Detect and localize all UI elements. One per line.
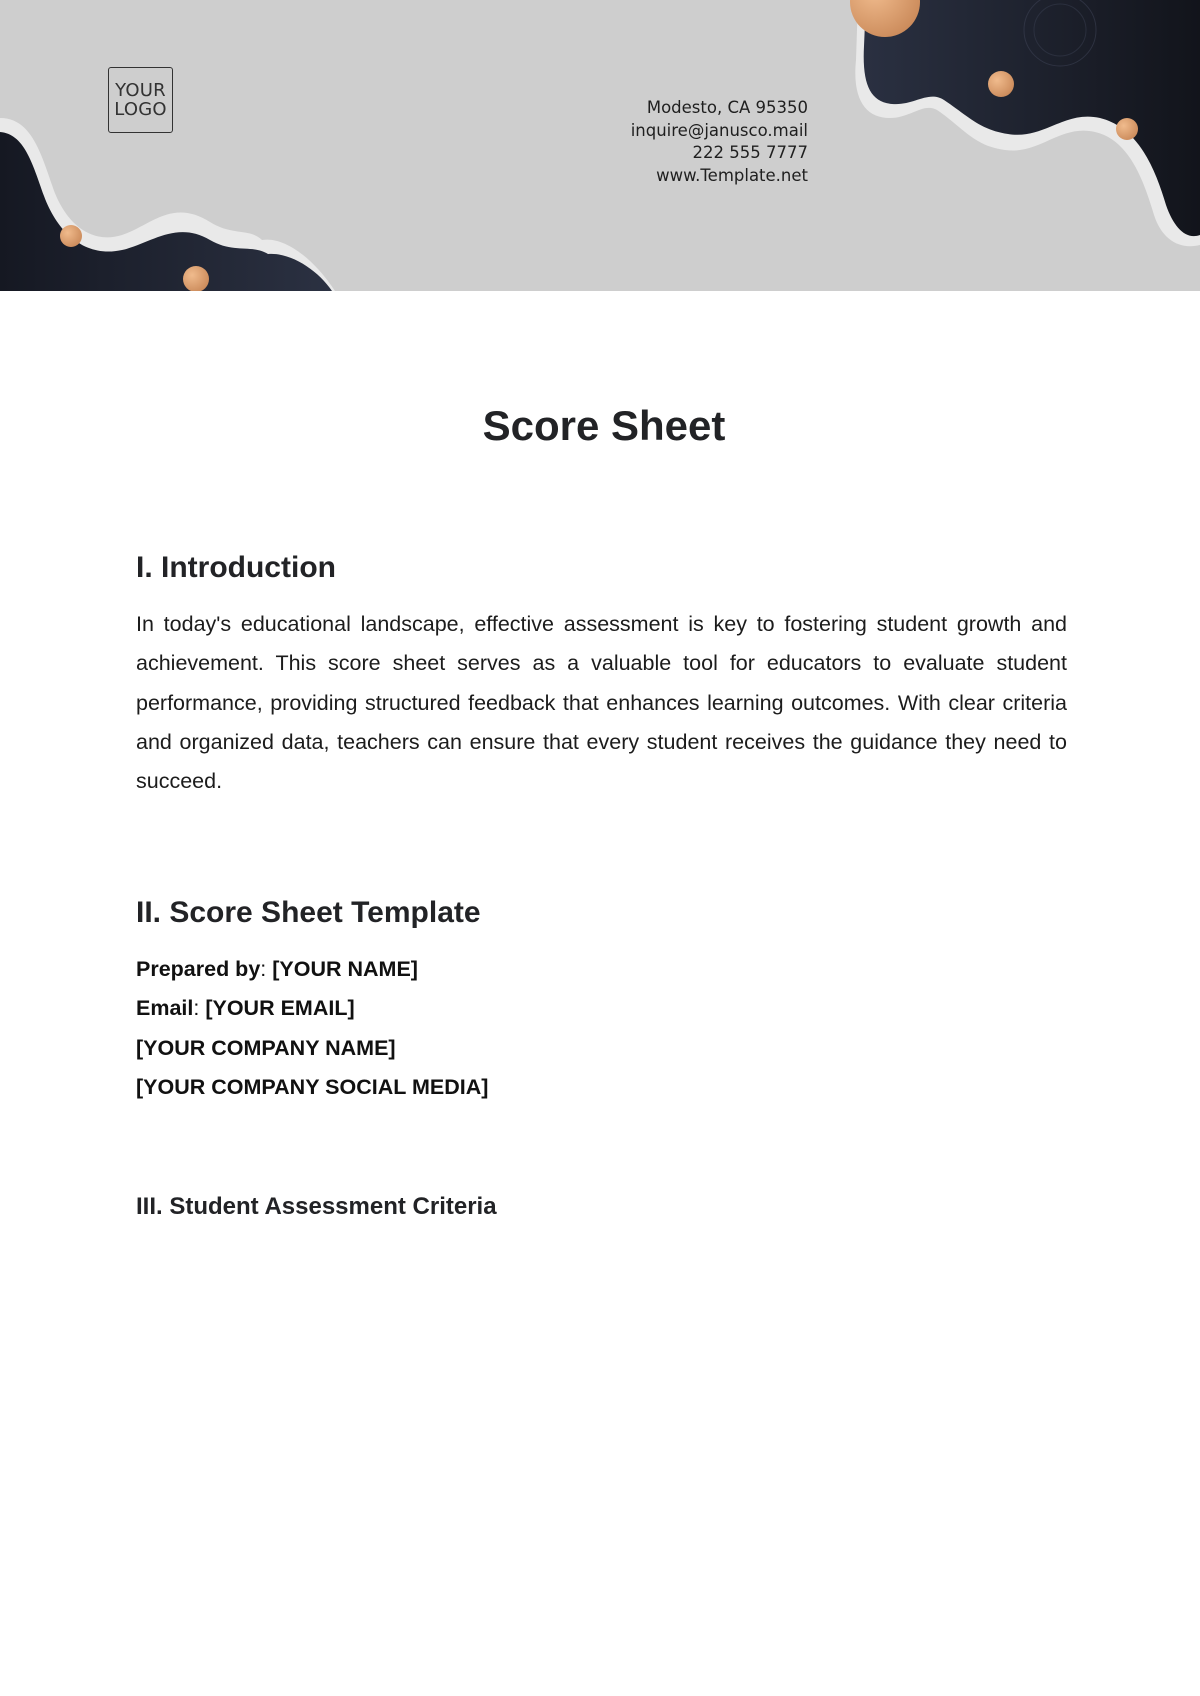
contact-email[interactable]: inquire@janusco.mail [630,120,808,140]
email-line: Email: [YOUR EMAIL] [136,996,355,1021]
template-heading: II. Score Sheet Template [136,896,481,929]
contact-block [631,97,808,188]
template-section [136,893,1067,1107]
logo-line-2: LOGO [114,99,167,120]
prepared-by-value: [YOUR NAME] [272,957,418,981]
contact-website[interactable]: www.Template.net [656,166,808,186]
logo-line-1: YOUR [115,80,166,101]
email-value: [YOUR EMAIL] [205,996,355,1021]
orb-decoration [988,71,1014,97]
criteria-heading: III. Student Assessment Criteria [136,1193,497,1220]
introduction-paragraph: In today's educational landscape, effective assessment is key to fostering student growth and achievement. This score sheet serves as a valuable tool for educators to evaluate student performance, providing structured feedback that enhances learning outcomes. With clear criteria and organized data, teachers can ensure that every student receives the guidance they need to succeed. [136,612,1067,794]
contact-phone: 222 555 7777 [692,143,808,163]
contact-address: Modesto, CA 95350 [646,98,808,117]
orb-decoration [60,225,82,247]
email-label: Email [136,996,194,1021]
orb-decoration [1116,118,1138,140]
company-logo [108,67,173,133]
criteria-section [136,1191,1067,1223]
prepared-by-line: Prepared by: [YOUR NAME] [136,957,418,981]
prepared-by-label: Prepared by [136,957,261,981]
introduction-section [136,548,1067,801]
document-title: Score Sheet [482,402,726,449]
template-details [136,950,1067,1107]
orb-decoration [183,266,209,291]
wave-decoration [0,0,1200,291]
company-name: [YOUR COMPANY NAME] [136,1035,396,1060]
company-social-media: [YOUR COMPANY SOCIAL MEDIA] [136,1074,489,1099]
letterhead-banner [0,0,1200,291]
introduction-heading: I. Introduction [136,551,336,584]
